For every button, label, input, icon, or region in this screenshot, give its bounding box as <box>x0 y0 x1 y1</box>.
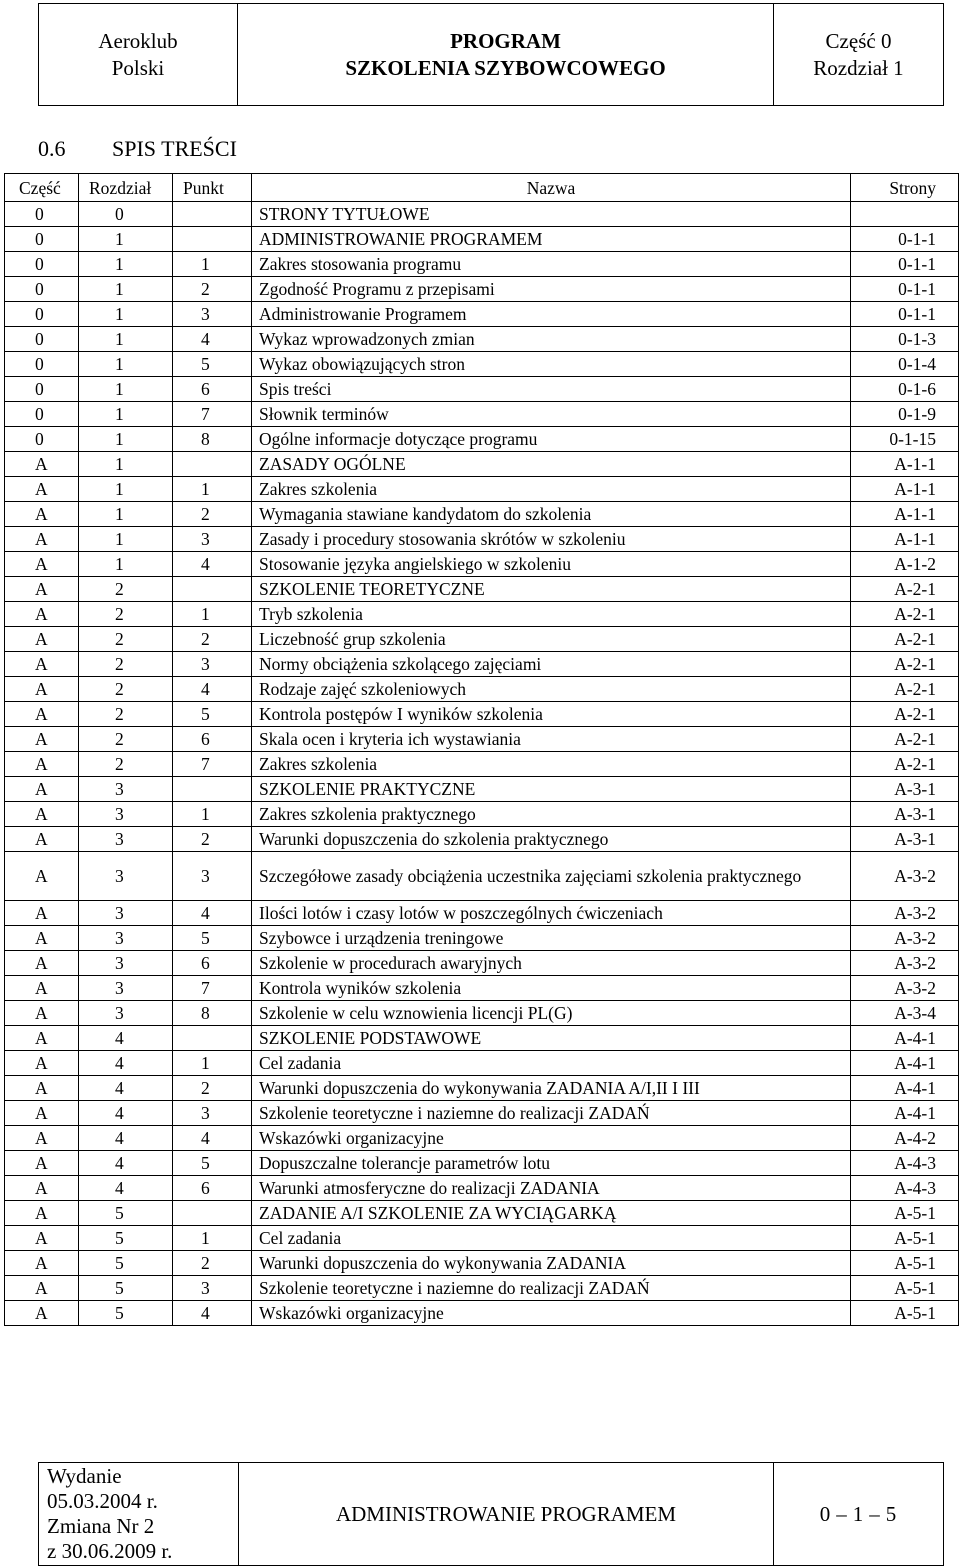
toc-cell-chapter: 1 <box>79 252 173 277</box>
document-footer <box>38 1462 944 1566</box>
toc-cell-name: Zasady i procedury stosowania skrótów w szkoleniu <box>252 527 851 552</box>
footer-title: ADMINISTROWANIE PROGRAMEM <box>239 1463 774 1566</box>
toc-cell-chapter: 5 <box>79 1201 173 1226</box>
toc-row <box>5 1276 959 1301</box>
section-heading <box>38 135 237 163</box>
toc-cell-pages: A-3-1 <box>851 802 959 827</box>
toc-cell-chapter: 1 <box>79 502 173 527</box>
edition-line: Wydanie <box>47 1464 122 1488</box>
toc-cell-point: 7 <box>173 976 252 1001</box>
toc-row <box>5 552 959 577</box>
toc-row <box>5 926 959 951</box>
toc-cell-chapter: 5 <box>79 1226 173 1251</box>
toc-cell-name: Szkolenie w procedurach awaryjnych <box>252 951 851 976</box>
toc-cell-pages: A-2-1 <box>851 727 959 752</box>
toc-cell-point: 3 <box>173 527 252 552</box>
toc-cell-part: 0 <box>5 227 79 252</box>
toc-cell-part: A <box>5 1301 79 1326</box>
toc-cell-point: 6 <box>173 727 252 752</box>
toc-cell-name: ADMINISTROWANIE PROGRAMEM <box>252 227 851 252</box>
toc-cell-point: 1 <box>173 1051 252 1076</box>
toc-cell-name: Zakres stosowania programu <box>252 252 851 277</box>
edition-date: 05.03.2004 r. <box>47 1489 158 1513</box>
organization-line-1: Aeroklub <box>98 28 178 53</box>
toc-cell-chapter: 1 <box>79 327 173 352</box>
toc-cell-chapter: 1 <box>79 527 173 552</box>
toc-row <box>5 1126 959 1151</box>
toc-cell-part: 0 <box>5 277 79 302</box>
toc-cell-chapter: 3 <box>79 901 173 926</box>
toc-cell-pages: A-3-2 <box>851 926 959 951</box>
toc-row <box>5 352 959 377</box>
toc-row <box>5 852 959 901</box>
toc-cell-name: SZKOLENIE TEORETYCZNE <box>252 577 851 602</box>
toc-cell-part: A <box>5 1001 79 1026</box>
toc-cell-pages: A-2-1 <box>851 752 959 777</box>
toc-row <box>5 277 959 302</box>
part-chapter-cell <box>774 4 944 106</box>
edition-info <box>39 1463 239 1566</box>
amendment-number: Zmiana Nr 2 <box>47 1514 155 1538</box>
toc-cell-name: Dopuszczalne tolerancje parametrów lotu <box>252 1151 851 1176</box>
toc-cell-name: ZASADY OGÓLNE <box>252 452 851 477</box>
toc-cell-pages: A-4-1 <box>851 1026 959 1051</box>
toc-cell-pages: A-3-4 <box>851 1001 959 1026</box>
toc-cell-point <box>173 1026 252 1051</box>
toc-row <box>5 377 959 402</box>
toc-cell-name: Wykaz obowiązujących stron <box>252 352 851 377</box>
toc-cell-part: A <box>5 1051 79 1076</box>
toc-cell-chapter: 4 <box>79 1101 173 1126</box>
toc-cell-chapter: 1 <box>79 452 173 477</box>
toc-cell-chapter: 2 <box>79 752 173 777</box>
toc-cell-pages: 0-1-3 <box>851 327 959 352</box>
toc-cell-chapter: 1 <box>79 227 173 252</box>
toc-cell-part: A <box>5 602 79 627</box>
toc-cell-part: 0 <box>5 252 79 277</box>
toc-cell-pages: A-1-2 <box>851 552 959 577</box>
toc-cell-name: Warunki dopuszczenia do szkolenia praktycznego <box>252 827 851 852</box>
toc-cell-pages: 0-1-1 <box>851 227 959 252</box>
toc-cell-chapter: 0 <box>79 202 173 227</box>
toc-cell-pages: A-1-1 <box>851 477 959 502</box>
toc-cell-chapter: 3 <box>79 976 173 1001</box>
toc-cell-name: Szkolenie teoretyczne i naziemne do realizacji ZADAŃ <box>252 1101 851 1126</box>
toc-cell-pages <box>851 202 959 227</box>
toc-cell-point: 3 <box>173 302 252 327</box>
toc-row <box>5 1076 959 1101</box>
organization-line-2: Polski <box>111 55 165 80</box>
toc-cell-point: 5 <box>173 926 252 951</box>
chapter-label: Rozdział 1 <box>813 55 904 80</box>
toc-cell-part: 0 <box>5 327 79 352</box>
toc-cell-part: A <box>5 1251 79 1276</box>
toc-cell-part: A <box>5 1101 79 1126</box>
toc-cell-pages: A-3-2 <box>851 901 959 926</box>
toc-cell-part: A <box>5 527 79 552</box>
toc-cell-name: Skala ocen i kryteria ich wystawiania <box>252 727 851 752</box>
toc-cell-chapter: 4 <box>79 1026 173 1051</box>
toc-cell-point: 7 <box>173 402 252 427</box>
toc-row <box>5 752 959 777</box>
page-number-page: 5 <box>885 1501 898 1526</box>
toc-cell-part: A <box>5 577 79 602</box>
toc-cell-chapter: 4 <box>79 1051 173 1076</box>
toc-cell-pages: A-5-1 <box>851 1226 959 1251</box>
toc-row <box>5 1176 959 1201</box>
toc-cell-name: Warunki dopuszczenia do wykonywania ZADANIA A/I,II I III <box>252 1076 851 1101</box>
toc-cell-name: Liczebność grup szkolenia <box>252 627 851 652</box>
toc-cell-chapter: 4 <box>79 1126 173 1151</box>
toc-cell-name: Szkolenie w celu wznowienia licencji PL(G) <box>252 1001 851 1026</box>
toc-cell-point: 3 <box>173 1276 252 1301</box>
toc-cell-chapter: 2 <box>79 627 173 652</box>
toc-cell-part: A <box>5 951 79 976</box>
toc-row <box>5 777 959 802</box>
toc-cell-part: A <box>5 627 79 652</box>
toc-cell-pages: A-2-1 <box>851 702 959 727</box>
organization-name <box>39 4 238 106</box>
toc-row <box>5 976 959 1001</box>
toc-cell-point: 5 <box>173 702 252 727</box>
toc-cell-pages: A-5-1 <box>851 1201 959 1226</box>
column-header-chapter: Rozdział <box>79 174 173 202</box>
toc-cell-chapter: 2 <box>79 652 173 677</box>
toc-cell-chapter: 2 <box>79 602 173 627</box>
toc-row <box>5 1201 959 1226</box>
part-label: Część 0 <box>825 28 892 53</box>
toc-cell-pages: 0-1-4 <box>851 352 959 377</box>
toc-cell-chapter: 4 <box>79 1176 173 1201</box>
toc-cell-name: Cel zadania <box>252 1051 851 1076</box>
toc-cell-name: Warunki atmosferyczne do realizacji ZADANIA <box>252 1176 851 1201</box>
program-title <box>238 4 774 106</box>
toc-cell-pages: A-4-3 <box>851 1176 959 1201</box>
toc-cell-chapter: 1 <box>79 427 173 452</box>
document-header <box>38 3 944 106</box>
toc-row <box>5 827 959 852</box>
toc-cell-point: 6 <box>173 1176 252 1201</box>
toc-row <box>5 577 959 602</box>
toc-row <box>5 901 959 926</box>
toc-row <box>5 1301 959 1326</box>
page-number-part: 0 <box>819 1501 832 1526</box>
toc-cell-chapter: 1 <box>79 277 173 302</box>
toc-cell-name: Kontrola postępów I wyników szkolenia <box>252 702 851 727</box>
toc-cell-part: A <box>5 1126 79 1151</box>
toc-cell-chapter: 3 <box>79 827 173 852</box>
toc-cell-part: 0 <box>5 427 79 452</box>
toc-cell-part: A <box>5 1276 79 1301</box>
toc-row <box>5 402 959 427</box>
toc-cell-point <box>173 577 252 602</box>
toc-cell-chapter: 2 <box>79 677 173 702</box>
toc-cell-part: 0 <box>5 352 79 377</box>
toc-row <box>5 727 959 752</box>
toc-cell-chapter: 3 <box>79 1001 173 1026</box>
toc-cell-chapter: 1 <box>79 477 173 502</box>
toc-cell-chapter: 3 <box>79 951 173 976</box>
toc-cell-point: 1 <box>173 602 252 627</box>
toc-cell-pages: A-4-3 <box>851 1151 959 1176</box>
toc-cell-part: A <box>5 1076 79 1101</box>
toc-cell-point: 2 <box>173 502 252 527</box>
toc-row <box>5 477 959 502</box>
toc-cell-part: A <box>5 452 79 477</box>
toc-row <box>5 502 959 527</box>
toc-cell-point: 2 <box>173 277 252 302</box>
toc-cell-pages: A-4-1 <box>851 1076 959 1101</box>
toc-cell-name: Warunki dopuszczenia do wykonywania ZADANIA <box>252 1251 851 1276</box>
toc-cell-name: Słownik terminów <box>252 402 851 427</box>
toc-cell-chapter: 3 <box>79 926 173 951</box>
toc-cell-point: 6 <box>173 951 252 976</box>
toc-cell-chapter: 3 <box>79 802 173 827</box>
toc-cell-point: 2 <box>173 827 252 852</box>
toc-cell-pages: 0-1-1 <box>851 302 959 327</box>
toc-cell-point <box>173 202 252 227</box>
toc-cell-chapter: 1 <box>79 552 173 577</box>
toc-cell-point: 5 <box>173 1151 252 1176</box>
toc-cell-chapter: 1 <box>79 302 173 327</box>
toc-cell-chapter: 1 <box>79 352 173 377</box>
toc-cell-part: 0 <box>5 402 79 427</box>
toc-cell-part: A <box>5 777 79 802</box>
toc-row <box>5 1151 959 1176</box>
toc-cell-name: Cel zadania <box>252 1226 851 1251</box>
toc-row <box>5 1251 959 1276</box>
toc-cell-point: 4 <box>173 552 252 577</box>
column-header-point: Punkt <box>173 174 252 202</box>
toc-cell-pages: A-2-1 <box>851 577 959 602</box>
toc-row <box>5 1001 959 1026</box>
toc-cell-pages: A-4-1 <box>851 1101 959 1126</box>
toc-cell-chapter: 4 <box>79 1151 173 1176</box>
toc-cell-name: Wykaz wprowadzonych zmian <box>252 327 851 352</box>
toc-cell-chapter: 1 <box>79 402 173 427</box>
toc-cell-chapter: 3 <box>79 852 173 901</box>
toc-row <box>5 527 959 552</box>
toc-cell-point: 4 <box>173 901 252 926</box>
toc-cell-name: Zakres szkolenia praktycznego <box>252 802 851 827</box>
toc-cell-part: A <box>5 852 79 901</box>
toc-cell-part: A <box>5 926 79 951</box>
toc-cell-point: 3 <box>173 1101 252 1126</box>
toc-cell-name: Wskazówki organizacyjne <box>252 1126 851 1151</box>
toc-cell-name: SZKOLENIE PRAKTYCZNE <box>252 777 851 802</box>
toc-cell-name: Stosowanie języka angielskiego w szkoleniu <box>252 552 851 577</box>
toc-row <box>5 652 959 677</box>
toc-cell-point: 2 <box>173 627 252 652</box>
amendment-date: z 30.06.2009 r. <box>47 1539 173 1563</box>
toc-cell-pages: A-2-1 <box>851 677 959 702</box>
toc-row <box>5 427 959 452</box>
toc-cell-name: Wskazówki organizacyjne <box>252 1301 851 1326</box>
toc-cell-chapter: 2 <box>79 702 173 727</box>
toc-cell-point: 8 <box>173 1001 252 1026</box>
toc-cell-part: 0 <box>5 302 79 327</box>
toc-row <box>5 327 959 352</box>
toc-cell-chapter: 1 <box>79 377 173 402</box>
toc-cell-pages: A-4-2 <box>851 1126 959 1151</box>
toc-cell-point <box>173 452 252 477</box>
toc-row <box>5 702 959 727</box>
toc-cell-part: A <box>5 1151 79 1176</box>
toc-cell-pages: A-4-1 <box>851 1051 959 1076</box>
program-title-line-1: PROGRAM <box>450 28 561 53</box>
toc-cell-pages: A-5-1 <box>851 1301 959 1326</box>
toc-row <box>5 202 959 227</box>
toc-cell-point <box>173 777 252 802</box>
toc-cell-part: A <box>5 827 79 852</box>
toc-cell-name: Szkolenie teoretyczne i naziemne do realizacji ZADAŃ <box>252 1276 851 1301</box>
toc-cell-pages: A-3-2 <box>851 852 959 901</box>
toc-row <box>5 602 959 627</box>
toc-cell-name: Zakres szkolenia <box>252 477 851 502</box>
toc-cell-name: ZADANIE A/I SZKOLENIE ZA WYCIĄGARKĄ <box>252 1201 851 1226</box>
toc-cell-part: A <box>5 976 79 1001</box>
toc-cell-part: 0 <box>5 377 79 402</box>
toc-cell-pages: A-5-1 <box>851 1251 959 1276</box>
toc-cell-point <box>173 227 252 252</box>
toc-cell-pages: 0-1-1 <box>851 252 959 277</box>
toc-cell-chapter: 2 <box>79 727 173 752</box>
program-title-line-2: SZKOLENIA SZYBOWCOWEGO <box>345 55 666 80</box>
toc-row <box>5 677 959 702</box>
toc-row <box>5 1026 959 1051</box>
toc-cell-name: Szybowce i urządzenia treningowe <box>252 926 851 951</box>
toc-cell-name: Wymagania stawiane kandydatom do szkolenia <box>252 502 851 527</box>
toc-cell-pages: 0-1-6 <box>851 377 959 402</box>
toc-cell-part: A <box>5 1026 79 1051</box>
toc-cell-pages: A-1-1 <box>851 527 959 552</box>
table-of-contents <box>4 173 959 1326</box>
toc-cell-chapter: 2 <box>79 577 173 602</box>
toc-cell-part: A <box>5 1176 79 1201</box>
toc-cell-chapter: 5 <box>79 1301 173 1326</box>
toc-cell-name: Administrowanie Programem <box>252 302 851 327</box>
toc-cell-part: A <box>5 477 79 502</box>
toc-cell-chapter: 4 <box>79 1076 173 1101</box>
toc-cell-pages: A-3-1 <box>851 827 959 852</box>
column-header-name: Nazwa <box>252 174 851 202</box>
column-header-part: Część <box>5 174 79 202</box>
toc-cell-pages: A-3-2 <box>851 976 959 1001</box>
toc-cell-point: 2 <box>173 1076 252 1101</box>
toc-header-row <box>5 174 959 202</box>
toc-row <box>5 951 959 976</box>
toc-cell-name: Ilości lotów i czasy lotów w poszczególnych ćwiczeniach <box>252 901 851 926</box>
toc-row <box>5 302 959 327</box>
toc-cell-part: A <box>5 552 79 577</box>
toc-cell-point <box>173 1201 252 1226</box>
toc-cell-point: 6 <box>173 377 252 402</box>
toc-cell-part: A <box>5 702 79 727</box>
toc-cell-point: 1 <box>173 477 252 502</box>
toc-row <box>5 452 959 477</box>
column-header-pages: Strony <box>851 174 959 202</box>
toc-cell-point: 4 <box>173 1126 252 1151</box>
toc-cell-pages: 0-1-15 <box>851 427 959 452</box>
toc-body <box>5 202 959 1326</box>
toc-cell-chapter: 5 <box>79 1251 173 1276</box>
toc-cell-pages: A-2-1 <box>851 602 959 627</box>
toc-cell-pages: A-2-1 <box>851 627 959 652</box>
toc-cell-chapter: 5 <box>79 1276 173 1301</box>
toc-cell-point: 1 <box>173 802 252 827</box>
toc-row <box>5 627 959 652</box>
toc-cell-point: 2 <box>173 1251 252 1276</box>
toc-cell-pages: 0-1-9 <box>851 402 959 427</box>
toc-cell-name: STRONY TYTUŁOWE <box>252 202 851 227</box>
toc-cell-pages: A-1-1 <box>851 452 959 477</box>
toc-cell-name: Rodzaje zajęć szkoleniowych <box>252 677 851 702</box>
toc-cell-name: Zakres szkolenia <box>252 752 851 777</box>
toc-cell-point: 3 <box>173 652 252 677</box>
toc-row <box>5 802 959 827</box>
toc-row <box>5 252 959 277</box>
toc-cell-point: 4 <box>173 327 252 352</box>
page-number-chapter: 1 <box>852 1501 865 1526</box>
toc-row <box>5 1051 959 1076</box>
toc-cell-point: 7 <box>173 752 252 777</box>
toc-cell-pages: A-1-1 <box>851 502 959 527</box>
toc-cell-part: A <box>5 727 79 752</box>
toc-row <box>5 227 959 252</box>
toc-cell-part: A <box>5 1201 79 1226</box>
toc-row <box>5 1101 959 1126</box>
toc-cell-name: Ogólne informacje dotyczące programu <box>252 427 851 452</box>
toc-cell-point: 5 <box>173 352 252 377</box>
toc-cell-part: A <box>5 752 79 777</box>
toc-cell-pages: 0-1-1 <box>851 277 959 302</box>
toc-cell-name: Spis treści <box>252 377 851 402</box>
toc-row <box>5 1226 959 1251</box>
toc-cell-part: A <box>5 901 79 926</box>
toc-cell-part: 0 <box>5 202 79 227</box>
toc-cell-pages: A-2-1 <box>851 652 959 677</box>
section-number: 0.6 <box>38 136 66 161</box>
toc-cell-name: Zgodność Programu z przepisami <box>252 277 851 302</box>
toc-cell-part: A <box>5 652 79 677</box>
toc-cell-point: 4 <box>173 677 252 702</box>
toc-cell-point: 1 <box>173 1226 252 1251</box>
toc-cell-part: A <box>5 502 79 527</box>
toc-cell-part: A <box>5 802 79 827</box>
toc-cell-part: A <box>5 677 79 702</box>
toc-cell-point: 1 <box>173 252 252 277</box>
toc-cell-name: SZKOLENIE PODSTAWOWE <box>252 1026 851 1051</box>
toc-cell-pages: A-3-1 <box>851 777 959 802</box>
toc-cell-name: Szczegółowe zasady obciążenia uczestnika zajęciami szkolenia praktycznego <box>252 852 851 901</box>
toc-cell-name: Kontrola wyników szkolenia <box>252 976 851 1001</box>
toc-cell-pages: A-3-2 <box>851 951 959 976</box>
toc-cell-pages: A-5-1 <box>851 1276 959 1301</box>
section-title: SPIS TREŚCI <box>112 136 237 161</box>
toc-cell-point: 4 <box>173 1301 252 1326</box>
toc-cell-name: Normy obciążenia szkolącego zajęciami <box>252 652 851 677</box>
toc-cell-name: Tryb szkolenia <box>252 602 851 627</box>
toc-cell-point: 3 <box>173 852 252 901</box>
toc-cell-part: A <box>5 1226 79 1251</box>
toc-cell-point: 8 <box>173 427 252 452</box>
page-number: 0 – 1 – 5 <box>774 1463 944 1566</box>
toc-cell-chapter: 3 <box>79 777 173 802</box>
